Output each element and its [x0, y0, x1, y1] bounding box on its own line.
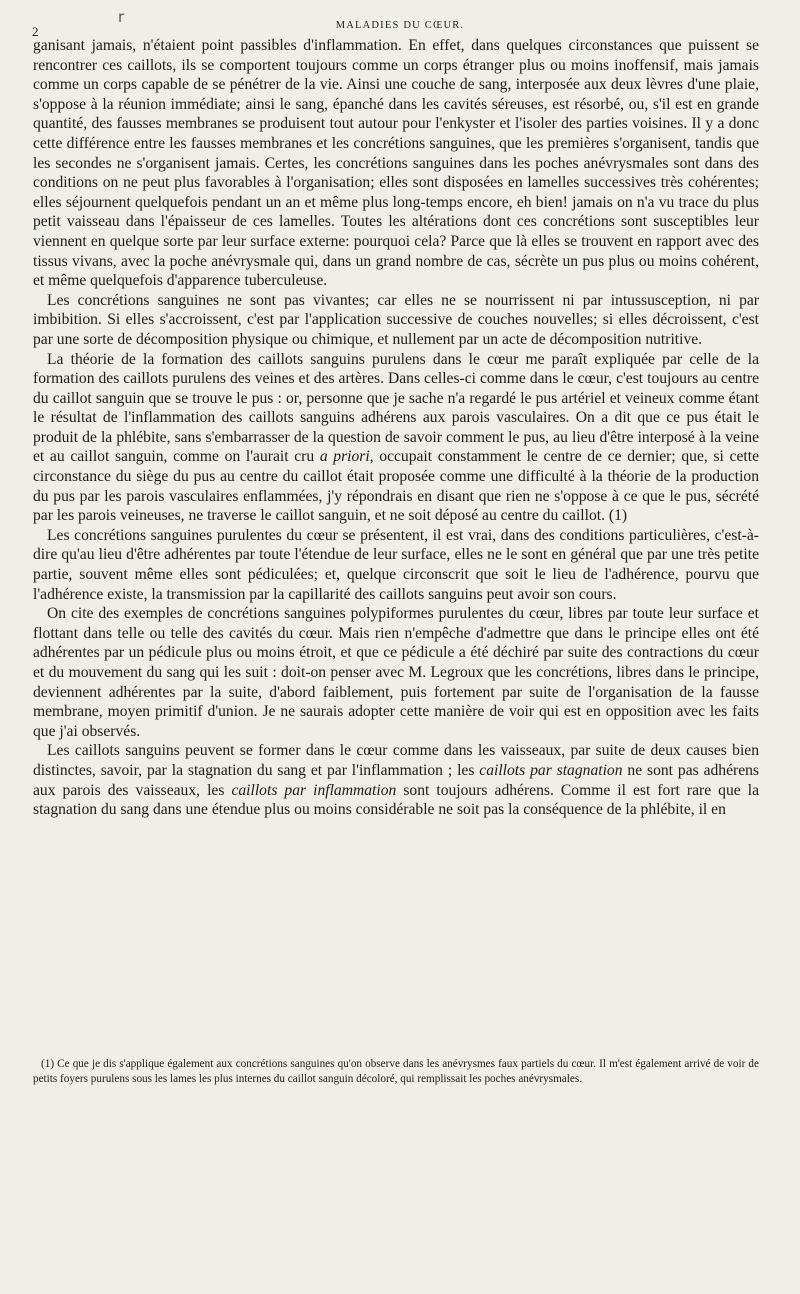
footnote-reference: (1) [608, 507, 628, 525]
paragraph-6-text-c: sont toujours adhérens. Comme il est fort rare que la stagnation du sang dans une étendue plus ou moins considérable ne soit pas la conséquence de la phlébite, il en [33, 781, 759, 819]
paragraph-6-text-a: Les caillots sanguins peuvent se former dans le cœur comme dans les vaisseaux, par suite de deux causes bien distinctes, savoir, par la stagnation du sang et par l'inflammation ; les [33, 742, 759, 779]
page-number: 2 [32, 24, 39, 39]
paragraph-5: On cite des exemples de concrétions sanguines polypiformes purulentes du cœur, libres par toute leur surface et flottant dans telle ou telle des cavités du cœur. Mais rien n'empêche d'admettre que dans le principe elles ont été adhérentes par un pédicule plus ou moins étroit, et que ce pédicule a été déchiré par suite des contractions du cœur et du mouvement du sang qui les suit : doit-on penser avec M. Legroux que les concrétions, libres dans le principe, deviennent adhérentes par la suite, d'abord faiblement, puis fortement par suite de l'organisation de la fausse membrane, moyen primitif d'union. Je ne saurais adopter cette manière de voir qui est en opposition avec les faits que j'ai observés. [33, 605, 759, 740]
footnote [33, 1057, 759, 1087]
paragraph-1: ganisant jamais, n'étaient point passibles d'inflammation. En effet, dans quelques circonstances que puissent se rencontrer ces caillots, ils se comportent toujours comme un corps étranger plus ou moins inoffensif, mais jamais comme un corps capable de se pénétrer de la vie. Ainsi une couche de sang, interposée aux deux lèvres d'une plaie, s'oppose à la réunion immédiate; ainsi le sang, épanché dans les cavités séreuses, est résorbé, ou, s'il est en grande quantité, des fausses membranes se produisent tout autour pour l'enkyster et l'isoler des parties voisines. Il y a donc cette différence entre les fausses membranes et les concrétions sanguines, que les premières s'organisent, tandis que les secondes ne s'organisent jamais. Certes, les concrétions sanguines dans les poches anévrysmales sont dans des conditions on ne peut plus favorables à l'organisation; elles sont disposées en lamelles successives très cohérentes; elles séjournent quelquefois pendant un an et même plus long-temps encore, eh bien! jamais on n'a vu trace du plus petit vaisseau dans l'épaisseur de ces lamelles. Toutes les altérations dont ces concrétions sont susceptibles leur viennent en quelque sorte par leur surface externe: pourquoi cela? Parce que là elles se trouvent en rapport avec des tissus vivans, avec la poche anévrysmale qui, dans un grand nombre de cas, sécrète un pus plus ou moins cohérent, et même quelquefois d'apparence tuberculeuse. [33, 37, 759, 290]
margin-mark: r [118, 8, 125, 26]
body-text [33, 36, 759, 820]
running-head: MALADIES DU CŒUR. [335, 20, 465, 31]
footnote-text: (1) Ce que je dis s'applique également aux concrétions sanguines qu'on observe dans les anévrysmes faux partiels du cœur. Il m'est également arrivé de voir de petits foyers purulens sous les lames les plus internes du caillot sanguin décoloré, qui remplissait les poches anévrysmales. [33, 1058, 759, 1085]
italic-a-priori: a priori [319, 448, 370, 466]
italic-caillots-stagnation: caillots par stagnation [479, 761, 623, 779]
paragraph-3-text-a: La théorie de la formation des caillots sanguins purulens dans le cœur me paraît expliquée par celle de la formation des caillots purulens des veines et des artères. Dans celles-ci comme dans le cœur, c'est toujours au centre du caillot sanguin que se trouve le pus : or, personne que je sache n'a regardé le pus artériel et veineux comme étant le résultat de l'inflammation des caillots sanguins adhérens aux parois vasculaires. On a dit que ce pus était le produit de la phlébite, sans s'embarrasser de la question de savoir comment le pus, au lieu d'être interposé à la veine et au caillot sanguin, comme on l'aurait cru [33, 350, 759, 466]
paragraph-3 [33, 350, 759, 526]
paragraph-6-text-b: ne sont pas adhérens aux parois des vaisseaux, les [33, 761, 759, 799]
italic-caillots-inflammation: caillots par inflammation [231, 781, 397, 799]
paragraph-2: Les concrétions sanguines ne sont pas vivantes; car elles ne se nourrissent ni par intussusception, ni par imbibition. Si elles s'accroissent, c'est par l'application successive de couches nouvelles; si elles décroissent, c'est par une sorte de décomposition physique ou chimique, et nullement par un acte de décomposition nutritive. [33, 291, 759, 348]
paragraph-3-text-b: , occupait constamment le centre de ce dernier; que, si cette circonstance du siège du pus au centre du caillot était proposée comme une difficulté à la théorie de la production du pus par les parois vasculaires enflammées, j'y répondrais en disant que rien ne s'oppose à ce que le pus, sécrété par les parois veineuses, ne traverse le caillot sanguin, et ne soit déposé au centre du caillot. [33, 448, 759, 525]
paragraph-4: Les concrétions sanguines purulentes du cœur se présentent, il est vrai, dans des conditions particulières, c'est-à-dire qu'au lieu d'être adhérentes par toute l'étendue de leur surface, elles ne le sont en général que par une très petite partie, souvent même elles sont pédiculées; et, quelque circonscrit que soit le lieu de l'adhérence, pourvu que l'adhérence existe, la transmission par la capillarité des caillots sanguins peut avoir son cours. [33, 526, 759, 603]
paragraph-6 [33, 741, 759, 819]
